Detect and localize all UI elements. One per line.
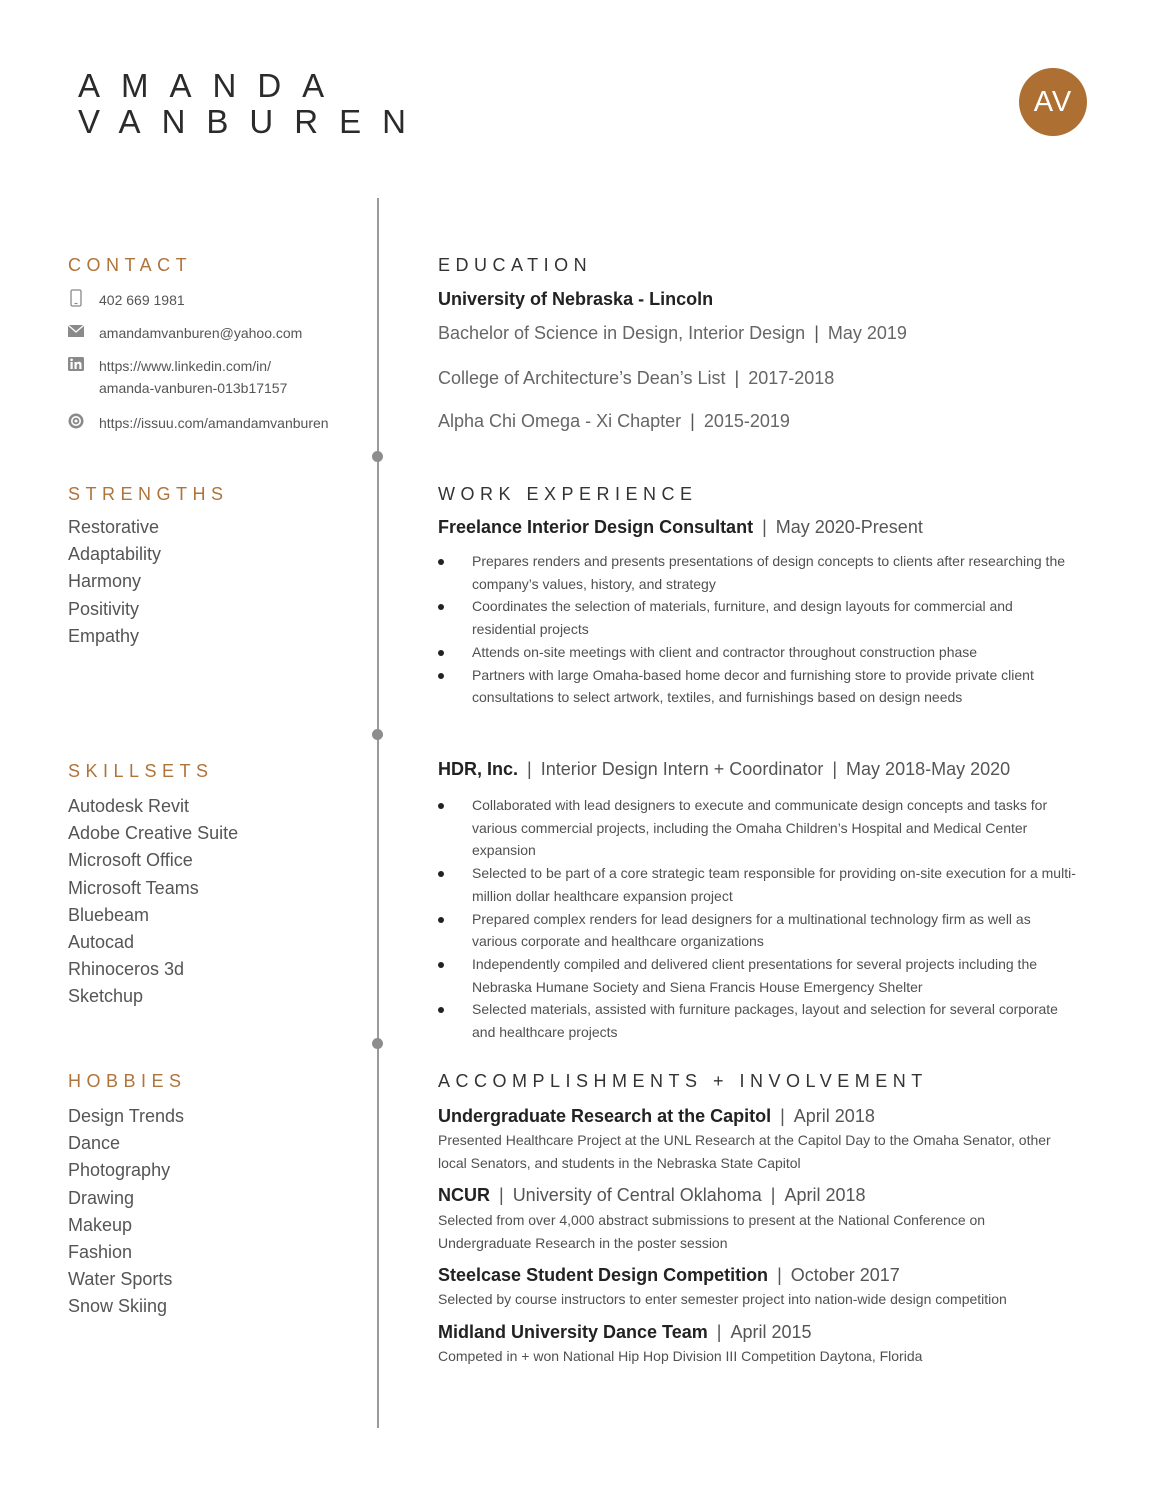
skill-item: Sketchup	[68, 986, 144, 1007]
job-title: HDR, Inc.	[438, 759, 519, 779]
hobbies-list	[68, 1103, 184, 1321]
hobby-item: Snow Skiing	[68, 1296, 168, 1317]
first-name: AMANDA	[78, 67, 346, 104]
last-name: VANBUREN	[78, 103, 427, 140]
accomplishments-heading: ACCOMPLISHMENTS + INVOLVEMENT	[438, 1071, 928, 1091]
job-bullet: Prepares renders and presents presentations of design concepts to clients after researching the company’s values, history, and strategy	[438, 550, 1078, 595]
accomplishment-title: NCUR	[438, 1185, 490, 1205]
contact-email	[68, 322, 302, 344]
org: Alpha Chi Omega - Xi Chapter	[438, 411, 682, 431]
hobby-item: Makeup	[68, 1214, 133, 1235]
linkedin-link[interactable]	[99, 355, 287, 399]
hobby-item: Photography	[68, 1160, 171, 1181]
hobby-item: Design Trends	[68, 1106, 185, 1126]
accomplishment-desc: Selected by course instructors to enter semester project into nation-wide design competition	[438, 1291, 1007, 1307]
strengths-list	[68, 514, 161, 650]
accomplishment-date: October 2017	[790, 1265, 900, 1285]
school-title: University of Nebraska - Lincoln	[438, 289, 714, 309]
job-bullet: Independently compiled and delivered client presentations for several projects including the Nebraska Humane Society and Siena Francis House Emergency Shelter	[438, 953, 1078, 998]
strength-item: Adaptability	[68, 544, 162, 565]
phone-number: 402 669 1981	[99, 292, 185, 308]
accomplishment-date: April 2015	[730, 1322, 812, 1342]
hobby-item: Water Sports	[68, 1269, 173, 1290]
job-title-line: Freelance Interior Design Consultant | May 2020-Present	[438, 517, 923, 537]
strength-item: Restorative	[68, 517, 160, 537]
skill-item: Rhinoceros 3d	[68, 959, 185, 980]
issuu-link[interactable]: https://issuu.com/amandamvanburen	[99, 415, 329, 431]
accomplishment-title: Steelcase Student Design Competition	[438, 1265, 769, 1285]
contact-linkedin	[68, 355, 287, 399]
job-bullet: Coordinates the selection of materials, furniture, and design layouts for commercial and residential projects	[438, 595, 1078, 640]
skillsets-heading: SKILLSETS	[68, 761, 214, 781]
accomplishment-title: Midland University Dance Team	[438, 1322, 708, 1342]
accomplishment-desc: Presented Healthcare Project at the UNL Research at the Capitol Day to the Omaha Senator, other local Senators, and students in the Nebraska State Capitol	[438, 1132, 1051, 1171]
job-date: May 2020-Present	[775, 517, 923, 537]
strength-item: Positivity	[68, 598, 140, 619]
phone-icon	[68, 290, 84, 306]
work-heading: WORK EXPERIENCE	[438, 484, 698, 504]
accomplishment-title-line: Undergraduate Research at the Capitol | April 2018	[438, 1106, 875, 1126]
divider-dot	[372, 729, 383, 740]
job-bullet: Selected materials, assisted with furniture packages, layout and selection for several corporate and healthcare projects	[438, 998, 1078, 1043]
divider-dot	[372, 451, 383, 462]
job-bullet: Selected to be part of a core strategic team responsible for providing on-site execution for a multi-million dollar healthcare expansion project	[438, 862, 1078, 907]
job-bullet: Collaborated with lead designers to execute and communicate design concepts and tasks for various commercial projects, including the Omaha Children’s Hospital and Medical Center expansion	[438, 794, 1078, 862]
job-bullets	[438, 550, 1078, 709]
skillsets-list	[68, 793, 238, 1011]
skill-item: Autodesk Revit	[68, 796, 190, 816]
contact-issuu	[68, 412, 329, 434]
degree-date: May 2019	[827, 323, 907, 343]
divider-dot	[372, 1038, 383, 1049]
job-bullet: Attends on-site meetings with client and contractor throughout construction phase	[438, 641, 1078, 664]
skill-item: Adobe Creative Suite	[68, 823, 239, 844]
linkedin-icon	[68, 356, 84, 372]
education-heading: EDUCATION	[438, 255, 593, 275]
skill-item: Microsoft Office	[68, 850, 193, 871]
strengths-heading: STRENGTHS	[68, 484, 229, 504]
strength-item: Harmony	[68, 571, 142, 592]
accomplishment-title: Undergraduate Research at the Capitol	[438, 1106, 772, 1126]
honor-date: 2017-2018	[748, 368, 835, 388]
accomplishment-title-line: NCUR | University of Central Oklahoma | April 2018	[438, 1185, 866, 1205]
email-link[interactable]: amandamvanburen@yahoo.com	[99, 325, 303, 341]
accomplishment-title-line: Steelcase Student Design Competition | October 2017	[438, 1265, 900, 1285]
linkedin-line-1: https://www.linkedin.com/in/	[99, 358, 271, 374]
skill-item: Autocad	[68, 931, 135, 952]
hobby-item: Drawing	[68, 1187, 135, 1208]
accomplishment-date: April 2018	[784, 1185, 866, 1205]
job-role: Interior Design Intern + Coordinator	[540, 759, 824, 779]
job-bullets	[438, 794, 1078, 1044]
job-bullet: Prepared complex renders for lead designers for a multinational technology firm as well as various corporate and healthcare organizations	[438, 908, 1078, 953]
org-date: 2015-2019	[703, 411, 790, 431]
honor: College of Architecture’s Dean’s List	[438, 368, 726, 388]
mail-icon	[68, 323, 84, 339]
accomplishment-desc: Competed in + won National Hip Hop Division III Competition Daytona, Florida	[438, 1348, 923, 1364]
skill-item: Bluebeam	[68, 904, 150, 925]
hobby-item: Fashion	[68, 1241, 133, 1262]
honor-line: College of Architecture’s Dean’s List | 2017-2018	[438, 368, 835, 388]
job-bullet: Partners with large Omaha-based home decor and furnishing store to provide private client consultations to select artwork, textiles, and furnishings based on design needs	[438, 664, 1078, 709]
job-title: Freelance Interior Design Consultant	[438, 517, 754, 537]
job-title-line: HDR, Inc. | Interior Design Intern + Coordinator | May 2018-May 2020	[438, 759, 1011, 779]
org-line: Alpha Chi Omega - Xi Chapter | 2015-2019	[438, 411, 790, 431]
contact-phone	[68, 289, 185, 311]
accomplishment-date: April 2018	[793, 1106, 875, 1126]
accomplishment-desc: Selected from over 4,000 abstract submissions to present at the National Conference on Undergraduate Research in the poster session	[438, 1212, 986, 1251]
accomplishment-title-line: Midland University Dance Team | April 2015	[438, 1322, 812, 1342]
column-divider	[377, 198, 379, 1428]
monogram-badge: AV	[1019, 68, 1087, 136]
degree: Bachelor of Science in Design, Interior Design	[438, 323, 806, 343]
linkedin-line-2: amanda-vanburen-013b17157	[99, 380, 288, 396]
accomplishment-org: University of Central Oklahoma	[512, 1185, 762, 1205]
strength-item: Empathy	[68, 625, 140, 646]
contact-heading: CONTACT	[68, 255, 193, 275]
degree-line: Bachelor of Science in Design, Interior Design | May 2019	[438, 323, 907, 343]
hobbies-heading: HOBBIES	[68, 1071, 187, 1091]
job-date: May 2018-May 2020	[846, 759, 1011, 779]
issuu-icon	[68, 413, 84, 429]
skill-item: Microsoft Teams	[68, 877, 199, 898]
school-name	[438, 289, 713, 310]
hobby-item: Dance	[68, 1133, 121, 1154]
